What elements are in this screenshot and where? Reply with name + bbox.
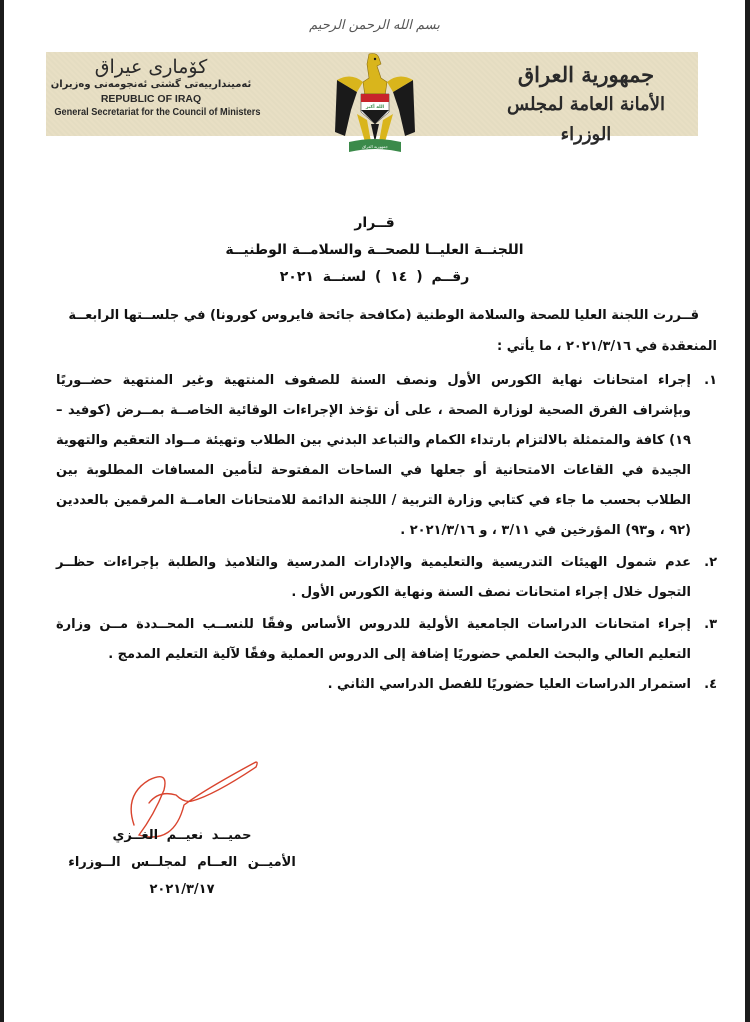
decree-preamble bbox=[56, 300, 717, 362]
item-text: استمرار الدراسات العليا حضوريًا للفصل الدراسي الثاني . bbox=[327, 677, 691, 692]
item-text: إجراء امتحانات نهاية الكورس الأول ونصف السنة للصفوف المنتهية وغير المنتهية حضــوريًا وبإشراف الفرق الصحية لوزارة الصحة ، على أن تؤخذ الإجراءات الوقائية الخاصــة بمــرض (كوفيد – ١٩) كافة والمتمثلة بالالتزام بارتداء الكمام والتباعد البدني بين الطلاب وتهيئة مــواد التعقيم والتهوية الجيدة في القاعات الامتحانية أو جعلها في الساحات المفتوحة لتأمين المسافات المطلوبة بين الطلاب بحسب ما جاء في كتابي وزارة التربية / اللجنة الدائمة للامتحانات العامــة المرقمين بالعددين (٩٢ ، و٩٣) المؤرخين في ٣/١١ ، و ٢٠٢١/٣/١٦ . bbox=[56, 373, 691, 538]
decree-item bbox=[56, 548, 717, 608]
kurdish-title: كۆماری عیراق bbox=[94, 56, 208, 78]
iraq-coat-of-arms-icon bbox=[331, 50, 419, 158]
decree-heading: قــرار bbox=[354, 215, 395, 231]
arabic-subtitle: الأمانة العامة لمجلس الوزراء bbox=[507, 94, 665, 145]
letterhead-left-block bbox=[46, 56, 261, 119]
preamble-line: المنعقدة في ٢٠٢١/٣/١٦ ، ما يأتي : bbox=[497, 339, 717, 354]
item-text: عدم شمول الهيئات التدريسية والتعليمية والإدارات المدرسية والتلاميذ والطلبة بإجراءات حظــر التجول خلال إجراء امتحانات نصف السنة ونهاية الكورس الأول . bbox=[56, 555, 691, 600]
committee-name: اللجنــة العليــا للصحــة والسلامــة الوطنيــة bbox=[225, 242, 524, 258]
signatory-title: الأميــن العــام لمجلــس الــوزراء bbox=[68, 855, 296, 870]
basmala-calligraphy: بسم الله الرحمن الرحيم bbox=[309, 18, 440, 33]
item-number: ٣. bbox=[704, 617, 717, 632]
item-number: ٤. bbox=[704, 677, 717, 692]
item-text: إجراء امتحانات الدراسات الجامعية الأولية للدروس الأساس وفقًا للنســب المحــددة مــن وزارة التعليم العالي والبحث العلمي حضوريًا إضافة إلى الدروس العملية وفقًا لآلية التعليم المدمج . bbox=[56, 617, 691, 662]
decree-item bbox=[56, 366, 717, 546]
decree-number: رقــم ( ١٤ ) لسنــة ٢٠٢١ bbox=[279, 269, 470, 285]
signature-block bbox=[62, 822, 302, 903]
decree-item bbox=[56, 670, 717, 700]
signature-date: ٢٠٢١/٣/١٧ bbox=[149, 882, 215, 897]
decree-items-list bbox=[56, 366, 717, 700]
document-page bbox=[4, 0, 745, 1022]
arabic-title: جمهورية العراق bbox=[517, 62, 655, 87]
letterhead-right-block bbox=[496, 60, 676, 150]
signatory-name: حميــد نعيــم الغــزي bbox=[112, 828, 252, 843]
english-subtitle: General Secretariat for the Council of Ministers bbox=[54, 107, 261, 118]
decree-title-block bbox=[4, 210, 745, 291]
item-number: ١. bbox=[704, 373, 717, 388]
preamble-line: قــررت اللجنة العليا للصحة والسلامة الوطنية (مكافحة جائحة فايروس كورونا) في جلســتها الرابعــة bbox=[68, 308, 699, 323]
item-number: ٢. bbox=[704, 555, 717, 570]
decree-item bbox=[56, 610, 717, 670]
svg-text:الله أكبر: الله أكبر bbox=[365, 105, 385, 110]
english-title: REPUBLIC OF IRAQ bbox=[100, 93, 202, 105]
kurdish-subtitle: ئەمیندارییەتی گشتی ئەنجومەنی وەزیران bbox=[50, 79, 252, 90]
emblem-ribbon-text: جمهورية العراق bbox=[362, 144, 388, 149]
